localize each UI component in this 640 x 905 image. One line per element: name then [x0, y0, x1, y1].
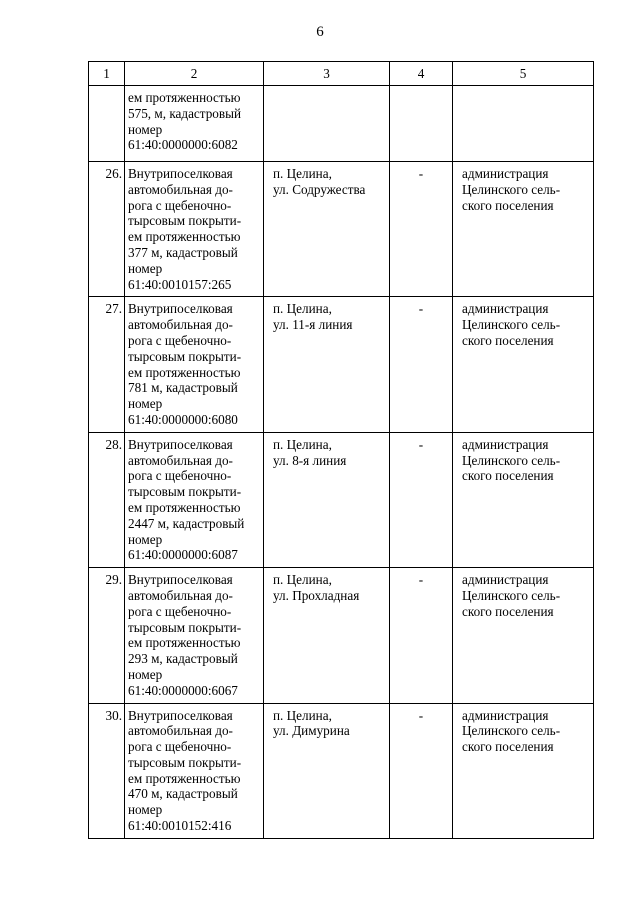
road-owner: администрация Целинского сель- ского поселения — [453, 297, 594, 432]
col4-value — [390, 86, 453, 162]
road-description: Внутрипоселковая автомобильная до- рога с щебеночно- тырсовым покрыти- ем протяженностью 293 м, кадастровый номер 61:40:0000000:6067 — [125, 568, 264, 703]
road-address: п. Целина, ул. Прохладная — [264, 568, 390, 703]
row-number: 30. — [89, 703, 125, 838]
road-address — [264, 86, 390, 162]
road-owner — [453, 86, 594, 162]
road-owner: администрация Целинского сель- ского поселения — [453, 703, 594, 838]
road-description: ем протяженностью 575, м, кадастровый номер 61:40:0000000:6082 — [125, 86, 264, 162]
row-number: 26. — [89, 162, 125, 297]
table-row-continuation — [89, 86, 594, 162]
road-address: п. Целина, ул. 8-я линия — [264, 432, 390, 567]
row-number: 28. — [89, 432, 125, 567]
col4-value: - — [390, 703, 453, 838]
road-owner: администрация Целинского сель- ского поселения — [453, 568, 594, 703]
row-number — [89, 86, 125, 162]
road-owner: администрация Целинского сель- ского поселения — [453, 162, 594, 297]
header-col-1: 1 — [89, 62, 125, 86]
col4-value: - — [390, 568, 453, 703]
col4-value: - — [390, 297, 453, 432]
header-col-5: 5 — [453, 62, 594, 86]
table-row — [89, 568, 594, 703]
road-address: п. Целина, ул. Димурина — [264, 703, 390, 838]
row-number: 27. — [89, 297, 125, 432]
row-number: 29. — [89, 568, 125, 703]
table-row — [89, 432, 594, 567]
roads-table — [88, 61, 594, 839]
header-row — [89, 62, 594, 86]
header-col-2: 2 — [125, 62, 264, 86]
road-address: п. Целина, ул. 11-я линия — [264, 297, 390, 432]
page-number: 6 — [316, 24, 324, 40]
table-row — [89, 703, 594, 838]
table-row — [89, 162, 594, 297]
header-col-4: 4 — [390, 62, 453, 86]
road-description: Внутрипоселковая автомобильная до- рога с щебеночно- тырсовым покрыти- ем протяженностью 781 м, кадастровый номер 61:40:0000000:6080 — [125, 297, 264, 432]
road-description: Внутрипоселковая автомобильная до- рога с щебеночно- тырсовым покрыти- ем протяженностью 470 м, кадастровый номер 61:40:0010152:416 — [125, 703, 264, 838]
road-description: Внутрипоселковая автомобильная до- рога с щебеночно- тырсовым покрыти- ем протяженностью 377 м, кадастровый номер 61:40:0010157:265 — [125, 162, 264, 297]
road-owner: администрация Целинского сель- ского поселения — [453, 432, 594, 567]
header-col-3: 3 — [264, 62, 390, 86]
col4-value: - — [390, 162, 453, 297]
road-address: п. Целина, ул. Содружества — [264, 162, 390, 297]
road-description: Внутрипоселковая автомобильная до- рога с щебеночно- тырсовым покрыти- ем протяженностью 2447 м, кадастровый номер 61:40:0000000:6087 — [125, 432, 264, 567]
table-row — [89, 297, 594, 432]
col4-value: - — [390, 432, 453, 567]
